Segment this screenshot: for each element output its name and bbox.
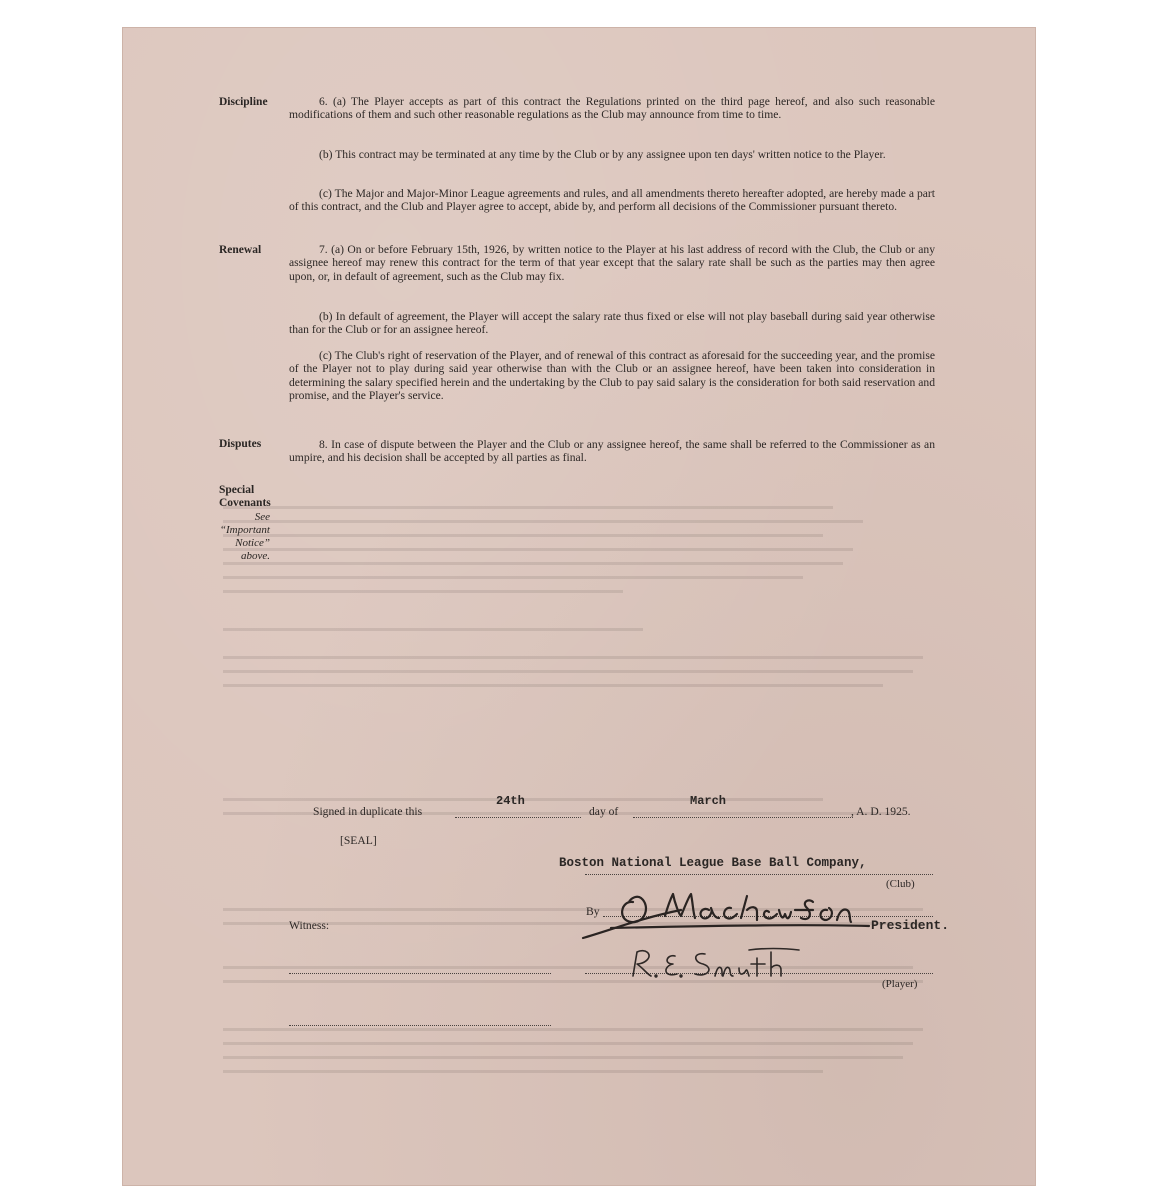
president-signature (581, 880, 871, 940)
clause-7a: 7. (a) On or before February 15th, 1926, by written notice to the Player at his last address of record with the Club, the Club or any assignee hereof may renew this contract for the term of that year except that the salary rate shall be such as the parties may then agree upon, or, in default of agreement, such as the Club may fix. (289, 243, 935, 283)
witness-dotline-1 (289, 973, 551, 974)
signed-prefix: Signed in duplicate this (313, 805, 423, 818)
club-label: (Club) (886, 878, 915, 890)
special-covenants-line1: Special (219, 484, 255, 496)
clause-6a: 6. (a) The Player accepts as part of this contract the Regulations printed on the third page hereof, and also such reasonable modifications of them and such other reasonable regulations as the Club may announce from time to time. (289, 95, 935, 122)
signed-month-value: March (690, 794, 727, 808)
month-dotline (633, 817, 853, 818)
witness-label: Witness: (289, 919, 330, 932)
special-covenants-line2: Covenants (219, 497, 271, 509)
clause-7c: (c) The Club's right of reservation of the Player, and of renewal of this contract as aforesaid for the succeeding year, and the promise of the Player not to play during said year otherwise than with the Club or an assignee hereof, have been taken into consideration in determining the salary specified herein and the undertaking by the Club to pay said salary is the consideration for both said reservation and promise, and the Player's service. (289, 349, 935, 403)
clause-6c: (c) The Major and Major-Minor League agreements and rules, and all amendments thereto hereafter adopted, are hereby made a part of this contract, and the Club and Player agree to accept, abide by, and perform all decisions of the Commissioner pursuant thereto. (289, 187, 935, 214)
note-line4: above. (240, 550, 270, 562)
clause-7b: (b) In default of agreement, the Player will accept the salary rate thus fixed or else will not play baseball during said year otherwise than for the Club or for an assignee hereof. (289, 310, 935, 337)
day-dotline (455, 817, 581, 818)
club-dotline (585, 874, 933, 875)
contract-page (123, 28, 1035, 1185)
note-line3: Notice” (235, 537, 270, 549)
club-name: Boston National League Base Ball Company, (559, 856, 867, 870)
seal-label: [SEAL] (340, 834, 377, 847)
signed-day-value: 24th (496, 794, 525, 808)
clause-6b: (b) This contract may be terminated at any time by the Club or by any assignee upon ten days' written notice to the Player. (319, 148, 886, 161)
discipline-label: Discipline (219, 96, 268, 108)
clause-8: 8. In case of dispute between the Player and the Club or any assignee hereof, the same shall be referred to the Commissioner as an umpire, and his decision shall be accepted by all parties as final. (289, 438, 935, 465)
witness-dotline-2 (289, 1025, 551, 1026)
president-label: President. (871, 918, 950, 933)
by-label: By (586, 905, 600, 918)
day-of-text: day of (589, 805, 619, 818)
player-label: (Player) (882, 978, 918, 990)
year-text: , A. D. 1925. (851, 805, 911, 818)
special-covenants-label (219, 484, 271, 510)
note-line1: See (254, 511, 270, 523)
player-signature (623, 946, 823, 982)
note-line2: “Important (219, 524, 270, 536)
important-notice-note (219, 511, 270, 563)
disputes-label: Disputes (219, 438, 262, 450)
renewal-label: Renewal (219, 244, 262, 256)
